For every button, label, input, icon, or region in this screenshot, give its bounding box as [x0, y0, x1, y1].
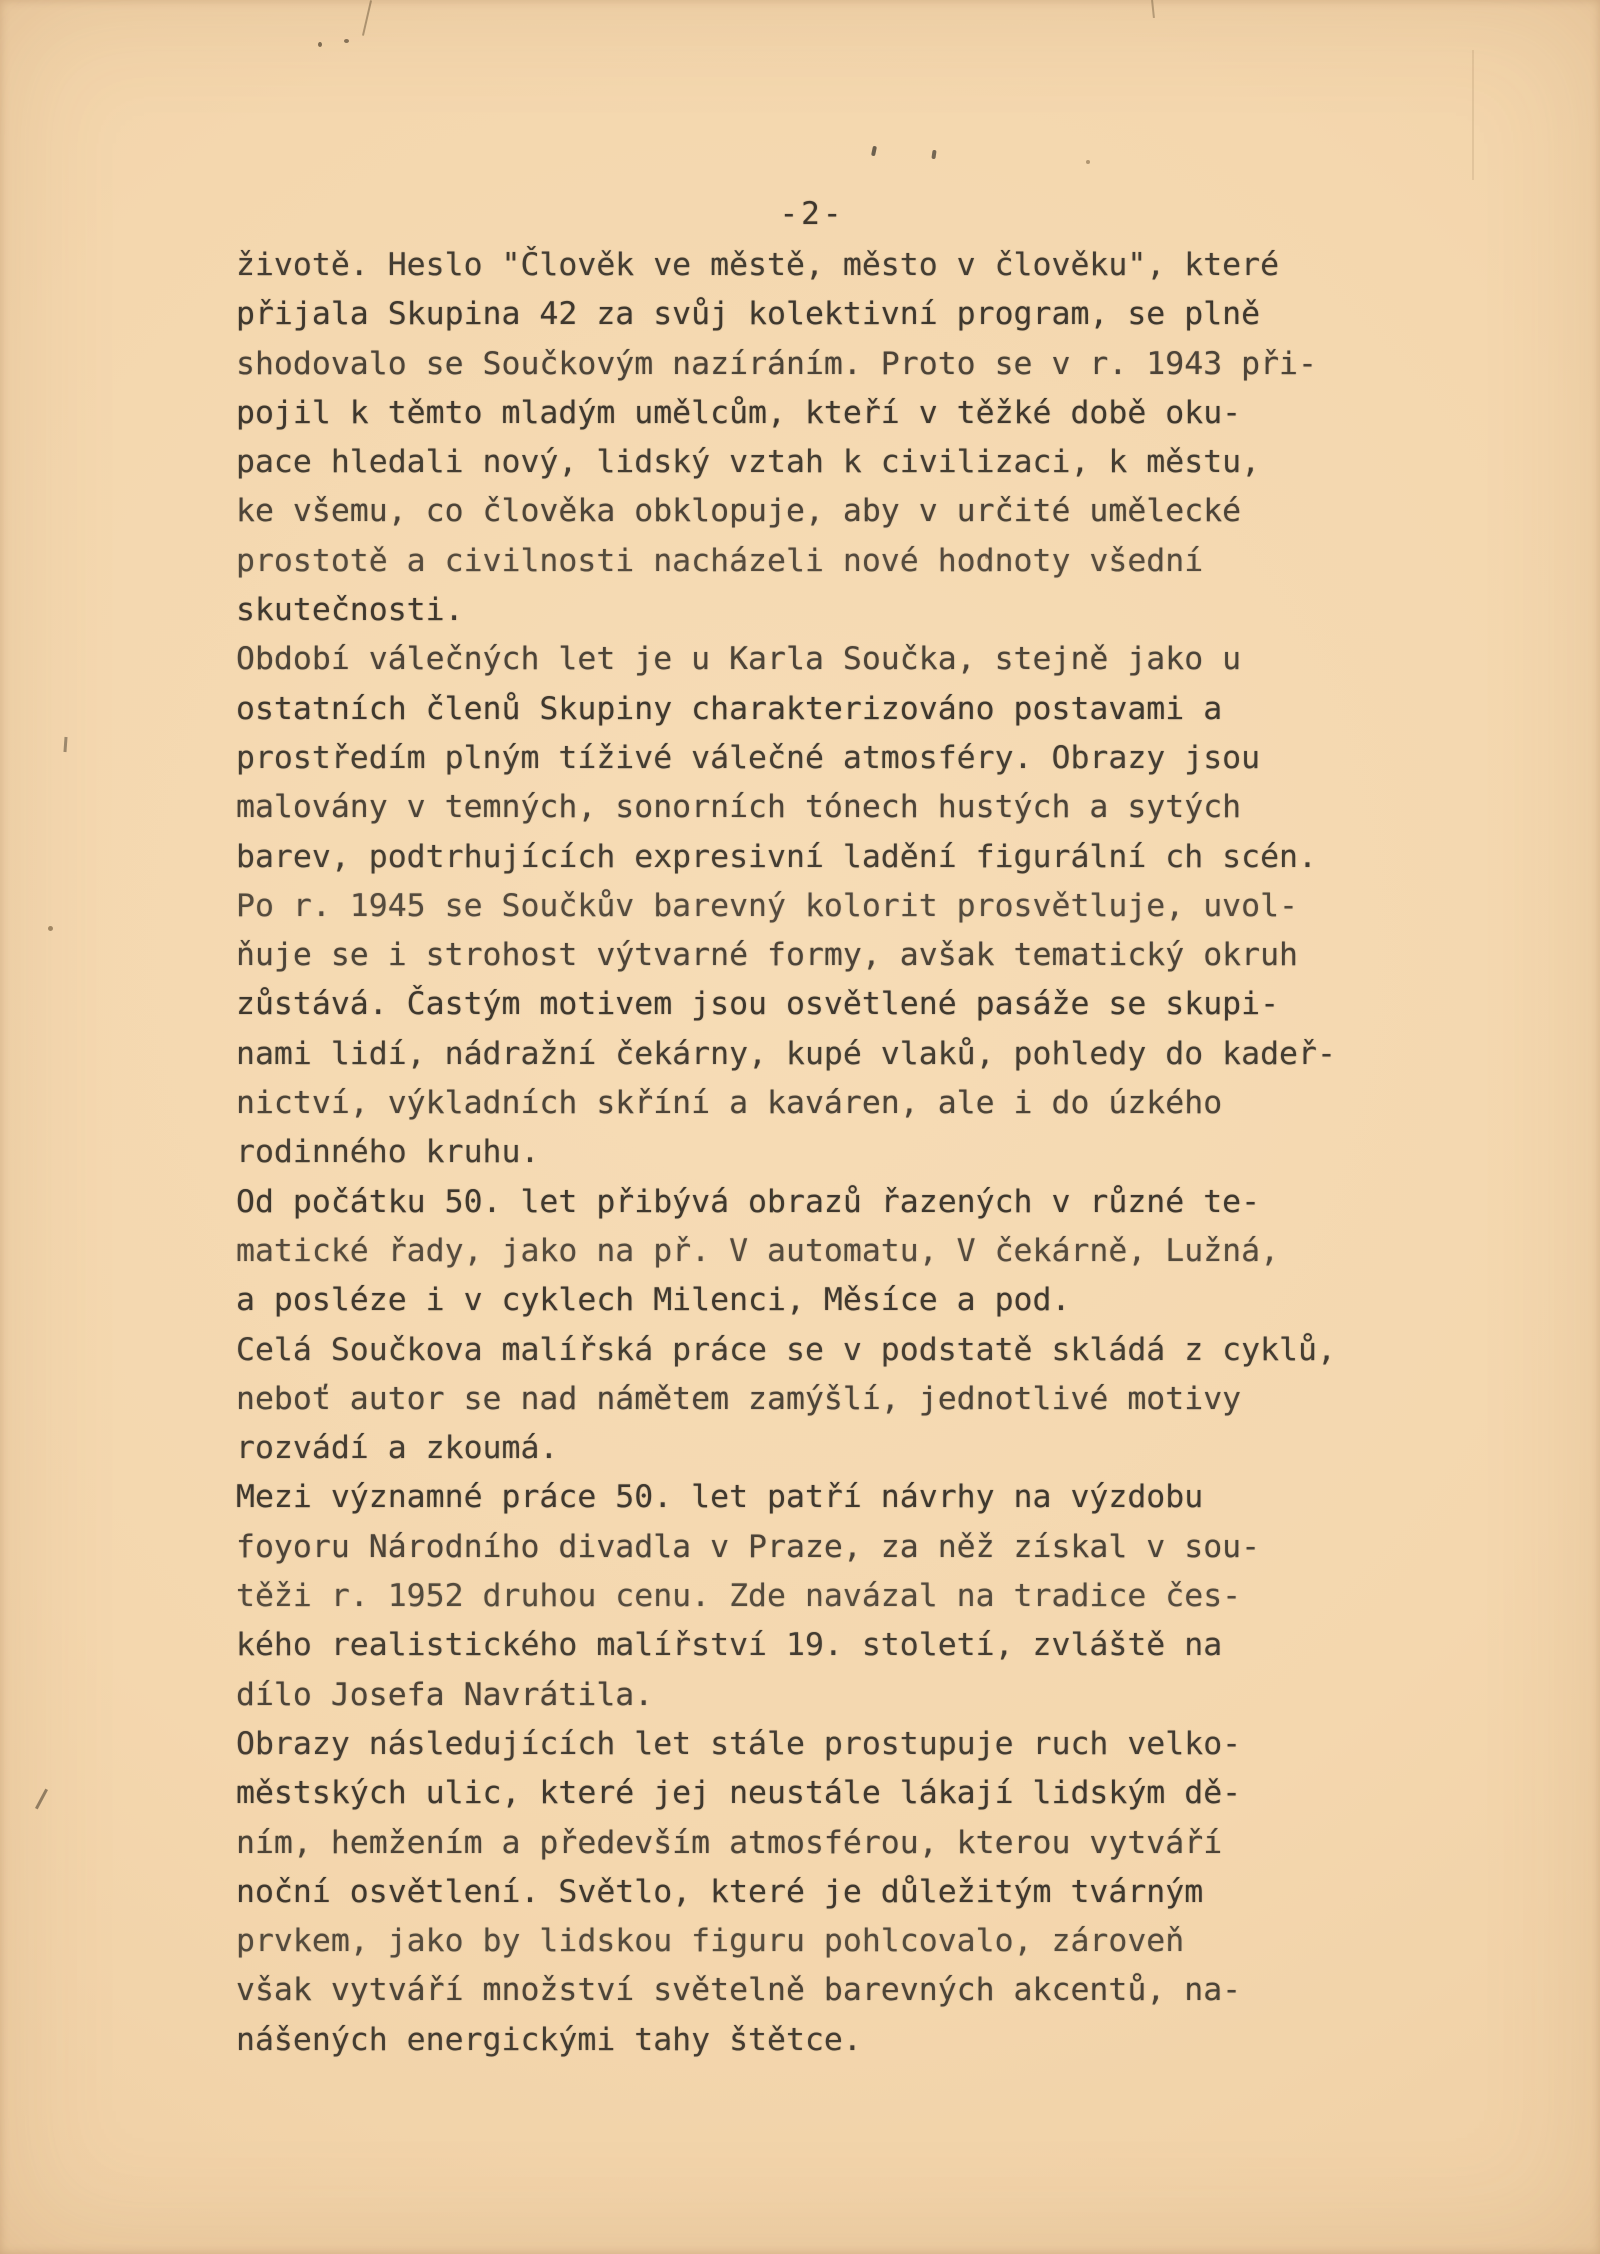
paper-speck	[48, 926, 53, 931]
text-line: pojil k těmto mladým umělcům, kteří v těžké době oku-	[236, 394, 1242, 431]
text-line: ostatních členů Skupiny charakterizováno postavami a	[236, 690, 1223, 727]
text-line: barev, podtrhujících expresivní ladění figurální ch scén.	[236, 838, 1317, 875]
paper-speck	[344, 39, 349, 43]
paper-speck	[318, 42, 322, 47]
text-line: dílo Josefa Navrátila.	[236, 1676, 654, 1713]
stray-ink-mark	[871, 146, 877, 157]
text-line: zůstává. Častým motivem jsou osvětlené pasáže se skupi-	[236, 986, 1280, 1023]
text-line: rozvádí a zkoumá.	[236, 1430, 559, 1467]
text-line: pace hledali nový, lidský vztah k civilizaci, k městu,	[236, 444, 1261, 481]
text-line: ňuje se i strohost výtvarné formy, avšak tematický okruh	[236, 937, 1299, 974]
text-line: neboť autor se nad námětem zamýšlí, jednotlivé motivy	[236, 1380, 1242, 1417]
text-line: noční osvětlení. Světlo, které je důležitým tvárným	[236, 1873, 1204, 1910]
text-line: prostotě a civilnosti nacházeli nové hodnoty všední	[236, 542, 1204, 579]
text-line: matické řady, jako na př. V automatu, V čekárně, Lužná,	[236, 1232, 1280, 1269]
text-line: městských ulic, které jej neustále lákají lidským dě-	[236, 1775, 1242, 1812]
text-line: těži r. 1952 druhou cenu. Zde navázal na tradice čes-	[236, 1578, 1242, 1615]
text-line: však vytváří množství světelně barevných akcentů, na-	[236, 1972, 1242, 2009]
margin-pen-stroke	[35, 1789, 48, 1810]
text-line: Od počátku 50. let přibývá obrazů řazených v různé te-	[236, 1183, 1261, 1220]
text-line: prvkem, jako by lidskou figuru pohlcovalo, zároveň	[236, 1923, 1185, 1960]
text-line: Po r. 1945 se Součkův barevný kolorit prosvětluje, uvol-	[236, 887, 1299, 924]
paper-fiber-stroke	[1151, 0, 1155, 18]
text-line: životě. Heslo "Člověk ve městě, město v člověku", které	[236, 247, 1280, 283]
margin-tick-mark	[63, 737, 67, 752]
text-line: ke všemu, co člověka obklopuje, aby v určité umělecké	[236, 493, 1242, 530]
text-line: prostředím plným tíživé válečné atmosféry. Obrazy jsou	[236, 739, 1261, 776]
text-line: Celá Součkova malířská práce se v podstatě skládá z cyklů,	[236, 1331, 1336, 1368]
page-number: -2-	[779, 196, 845, 232]
text-line: ním, hemžením a především atmosférou, kterou vytváří	[236, 1824, 1223, 1861]
paper-crease	[1472, 50, 1474, 180]
text-line: Období válečných let je u Karla Součka, stejně jako u	[236, 641, 1242, 678]
text-line: Mezi významné práce 50. let patří návrhy na výzdobu	[236, 1479, 1204, 1516]
stray-ink-mark	[931, 150, 936, 159]
text-line: foyoru Národního divadla v Praze, za něž získal v sou-	[236, 1528, 1261, 1565]
paper-fiber-stroke	[362, 0, 372, 36]
text-line: nictví, výkladních skříní a kaváren, ale i do úzkého	[236, 1085, 1223, 1122]
text-line: rodinného kruhu.	[236, 1134, 540, 1171]
typewritten-text	[236, 241, 1416, 2065]
text-line: kého realistického malířství 19. století, zvláště na	[236, 1627, 1223, 1664]
text-line: a posléze i v cyklech Milenci, Měsíce a pod.	[236, 1282, 1071, 1319]
text-line: skutečnosti.	[236, 592, 464, 629]
text-line: malovány v temných, sonorních tónech hustých a sytých	[236, 789, 1242, 826]
text-line: shodovalo se Součkovým nazíráním. Proto se v r. 1943 při-	[236, 345, 1317, 382]
text-line: Obrazy následujících let stále prostupuje ruch velko-	[236, 1725, 1242, 1762]
text-line: přijala Skupina 42 za svůj kolektivní program, se plně	[236, 296, 1261, 333]
text-line: nášených energickými tahy štětce.	[236, 2021, 862, 2058]
paper-speck	[1086, 160, 1090, 164]
text-line: nami lidí, nádražní čekárny, kupé vlaků, pohledy do kadeř-	[236, 1035, 1336, 1072]
